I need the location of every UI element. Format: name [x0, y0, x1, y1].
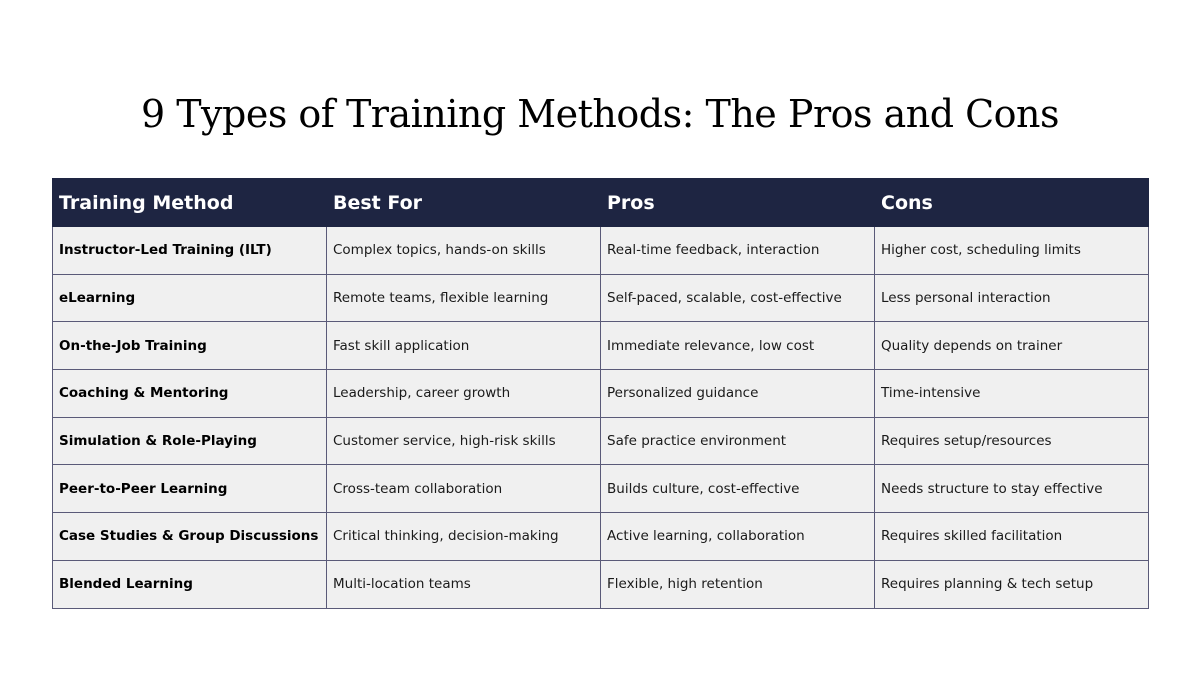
header-pros: Pros: [601, 179, 875, 227]
method-cell: eLearning: [53, 274, 327, 322]
table-row: [53, 465, 1149, 513]
header-training-method: Training Method: [53, 179, 327, 227]
table-row: [53, 417, 1149, 465]
header-cons: Cons: [875, 179, 1149, 227]
cons-cell: Less personal interaction: [875, 274, 1149, 322]
table-row: [53, 227, 1149, 275]
pros-cell: Self-paced, scalable, cost-effective: [601, 274, 875, 322]
method-cell: Case Studies & Group Discussions: [53, 513, 327, 561]
pros-cell: Real-time feedback, interaction: [601, 227, 875, 275]
cons-cell: Requires planning & tech setup: [875, 560, 1149, 608]
table-row: [53, 274, 1149, 322]
best-for-cell: Multi-location teams: [327, 560, 601, 608]
cons-cell: Requires skilled facilitation: [875, 513, 1149, 561]
table-header-row: [53, 179, 1149, 227]
page-title: 9 Types of Training Methods: The Pros and Cons: [140, 92, 1060, 136]
best-for-cell: Remote teams, flexible learning: [327, 274, 601, 322]
method-cell: Instructor-Led Training (ILT): [53, 227, 327, 275]
pros-cell: Personalized guidance: [601, 370, 875, 418]
pros-cell: Builds culture, cost-effective: [601, 465, 875, 513]
cons-cell: Quality depends on trainer: [875, 322, 1149, 370]
table-row: [53, 560, 1149, 608]
pros-cell: Immediate relevance, low cost: [601, 322, 875, 370]
best-for-cell: Cross-team collaboration: [327, 465, 601, 513]
best-for-cell: Fast skill application: [327, 322, 601, 370]
best-for-cell: Complex topics, hands-on skills: [327, 227, 601, 275]
cons-cell: Higher cost, scheduling limits: [875, 227, 1149, 275]
best-for-cell: Customer service, high-risk skills: [327, 417, 601, 465]
cons-cell: Needs structure to stay effective: [875, 465, 1149, 513]
table-row: [53, 513, 1149, 561]
method-cell: On-the-Job Training: [53, 322, 327, 370]
training-methods-table: [52, 178, 1149, 609]
pros-cell: Safe practice environment: [601, 417, 875, 465]
best-for-cell: Critical thinking, decision-making: [327, 513, 601, 561]
header-best-for: Best For: [327, 179, 601, 227]
pros-cell: Active learning, collaboration: [601, 513, 875, 561]
cons-cell: Time-intensive: [875, 370, 1149, 418]
pros-cell: Flexible, high retention: [601, 560, 875, 608]
table-row: [53, 370, 1149, 418]
method-cell: Simulation & Role-Playing: [53, 417, 327, 465]
method-cell: Coaching & Mentoring: [53, 370, 327, 418]
method-cell: Blended Learning: [53, 560, 327, 608]
method-cell: Peer-to-Peer Learning: [53, 465, 327, 513]
table-row: [53, 322, 1149, 370]
best-for-cell: Leadership, career growth: [327, 370, 601, 418]
cons-cell: Requires setup/resources: [875, 417, 1149, 465]
